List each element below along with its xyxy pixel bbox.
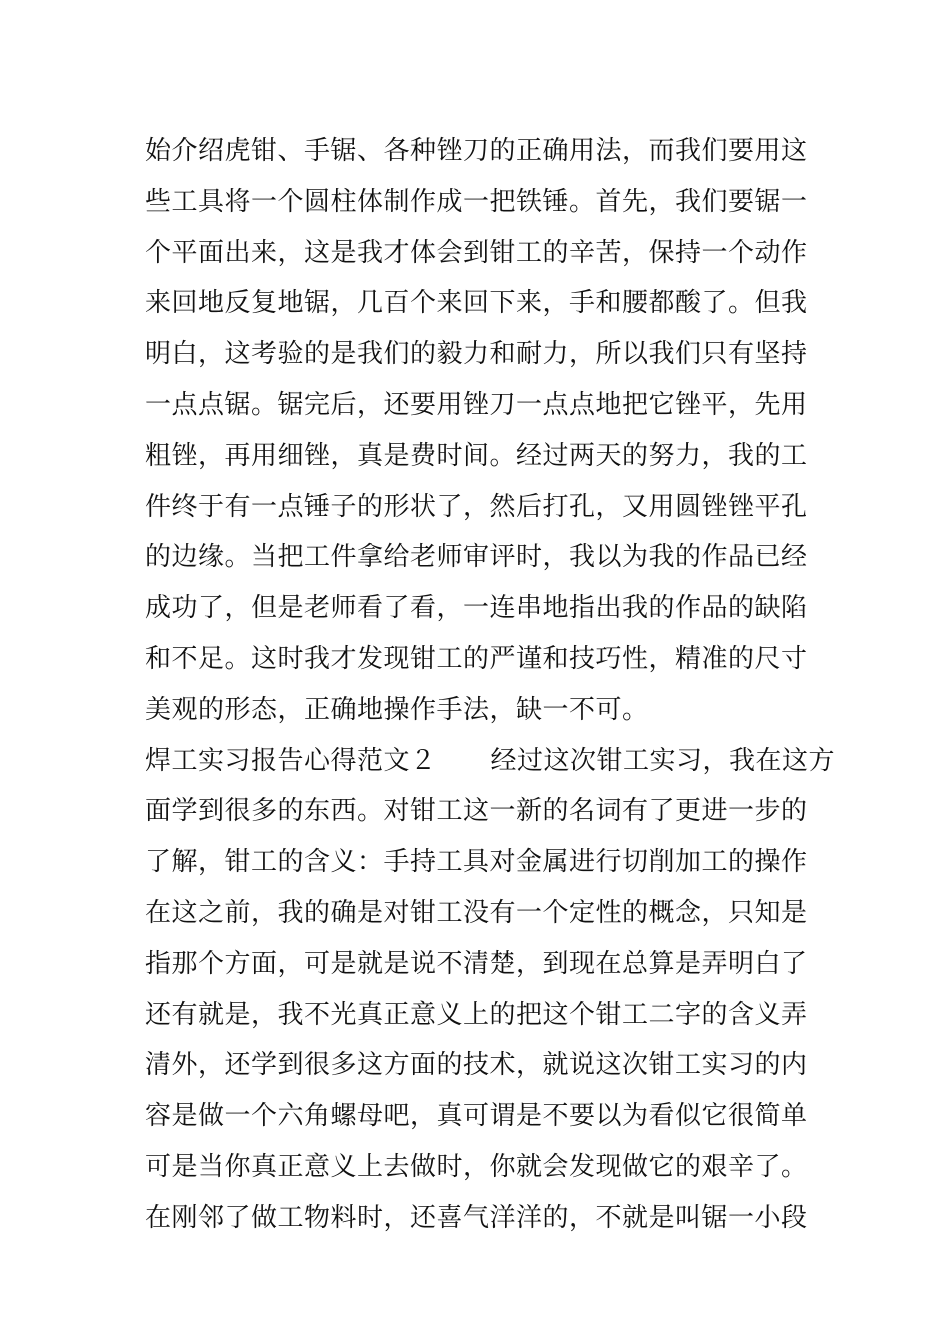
paragraph-line: 来回地反复地锯，几百个来回下来，手和腰都酸了。但我: [145, 288, 808, 319]
paragraph-line: 一点点锯。锯完后，还要用锉刀一点点地把它锉平，先用: [145, 389, 808, 420]
paragraph-line: 清外，还学到很多这方面的技术，就说这次钳工实习的内: [145, 1050, 808, 1081]
paragraph-line: 和不足。这时我才发现钳工的严谨和技巧性，精准的尺寸: [145, 643, 808, 674]
paragraph-line: 了解，钳工的含义：手持工具对金属进行切削加工的操作: [145, 847, 808, 878]
paragraph-line: 个平面出来，这是我才体会到钳工的辛苦，保持一个动作: [145, 237, 808, 268]
paragraph-line: 在这之前，我的确是对钳工没有一个定性的概念，只知是: [145, 897, 808, 928]
section-title: 焊工实习报告心得范文２: [145, 745, 437, 776]
paragraph-line: 件终于有一点锤子的形状了，然后打孔，又用圆锉锉平孔: [145, 491, 808, 522]
paragraph-line: 指那个方面，可是就是说不清楚，到现在总算是弄明白了: [145, 948, 808, 979]
paragraph-line: 容是做一个六角螺母吧，真可谓是不要以为看似它很简单: [145, 1101, 808, 1132]
paragraph-line: 始介绍虎钳、手锯、各种锉刀的正确用法，而我们要用这: [145, 136, 808, 166]
section-heading-line: [145, 736, 836, 787]
paragraph-line: 还有就是，我不光真正意义上的把这个钳工二字的含义弄: [145, 999, 808, 1030]
paragraph-line: 些工具将一个圆柱体制作成一把铁锤。首先，我们要锯一: [145, 186, 808, 217]
paragraph-line: 美观的形态，正确地操作手法，缺一不可。: [145, 694, 649, 725]
paragraph-line: 面学到很多的东西。对钳工这一新的名词有了更进一步的: [145, 796, 808, 827]
paragraph-line: 粗锉，再用细锉，真是费时间。经过两天的努力，我的工: [145, 440, 808, 471]
document-body: [145, 126, 836, 1244]
paragraph-line: 可是当你真正意义上去做时，你就会发现做它的艰辛了。: [145, 1151, 808, 1182]
section-first-line: 经过这次钳工实习，我在这方: [490, 745, 836, 776]
paragraph-line: 成功了，但是老师看了看，一连串地指出我的作品的缺陷: [145, 593, 808, 624]
paragraph-line: 在刚邻了做工物料时，还喜气洋洋的，不就是叫锯一小段: [145, 1202, 808, 1233]
paragraph-line: 的边缘。当把工件拿给老师审评时，我以为我的作品已经: [145, 542, 808, 573]
paragraph-line: 明白，这考验的是我们的毅力和耐力，所以我们只有坚持: [145, 339, 808, 370]
